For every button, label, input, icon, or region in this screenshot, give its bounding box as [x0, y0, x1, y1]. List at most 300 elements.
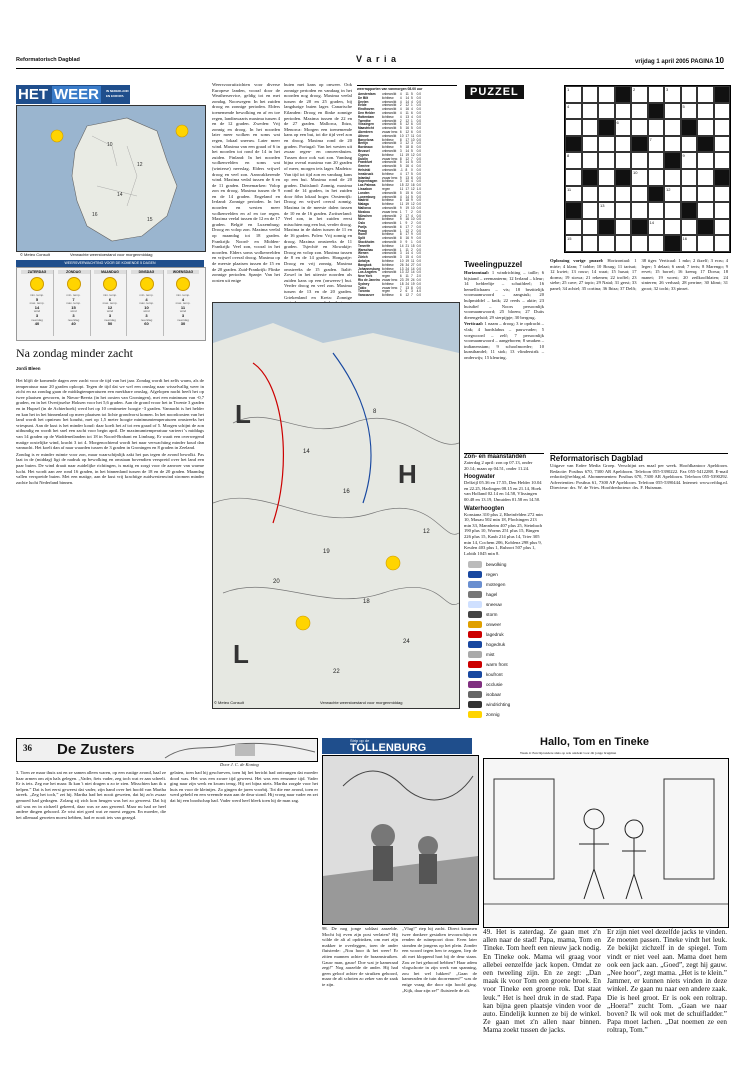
forecast-day-name: ZATERDAG: [21, 270, 53, 274]
weather-value: 0.0: [416, 171, 421, 176]
puzzle-cell[interactable]: [598, 103, 615, 120]
weather-value: onbewolkt: [381, 236, 397, 241]
weather-value: 9: [405, 221, 408, 226]
weather-city: Brussel: [358, 148, 370, 153]
puzzle-cell[interactable]: [582, 136, 599, 153]
puzzle-cell[interactable]: [598, 136, 615, 153]
puzzle-cell[interactable]: [681, 219, 698, 236]
strip-text-1: 98. De nog jonge soldaat aarzelde. Mocht hij even zijn post verlaten? Hij wilde de alt al opdrinken, om met zijn makker te overleggen, toen de ander fluisterde: „Nou hoor ik het weer! Er zitten mannen achter de braamstruiken. Gauw man, gauw! Doe wat je kameraad zegt!” Nog aarzelde de ander. Hij had geen geloof achter de struiken gehoord, maar de alt schoten zo zeker van de zaak te zijn.: [322, 926, 398, 987]
weather-table-title: weerrapporten van vanmorgen 08.00 uur: [357, 87, 423, 91]
weather-value: 0.0: [416, 126, 421, 131]
puzzle-cell[interactable]: [615, 186, 632, 203]
svg-text:22: 22: [333, 669, 340, 675]
legend-item: [464, 639, 544, 649]
weather-value: 6: [399, 129, 402, 134]
puzzle-cell[interactable]: [648, 235, 665, 252]
puzzle-cell[interactable]: 7: [648, 136, 665, 153]
weather-value: 0.0: [416, 209, 421, 214]
weather-value: 4: [411, 179, 413, 184]
weather-city: Vlissingen: [358, 122, 374, 127]
weather-city: Moskou: [358, 209, 371, 214]
puzzle-cell[interactable]: [681, 136, 698, 153]
puzzle-cell[interactable]: [615, 152, 632, 169]
weather-value: 7: [411, 274, 413, 279]
weather-city: Vancouver: [358, 293, 375, 298]
weather-value: 17: [405, 213, 410, 218]
puzzle-cell[interactable]: [697, 186, 714, 203]
weather-city: Warschau: [358, 247, 374, 252]
weather-value: 12: [405, 156, 410, 161]
weather-value: 9: [405, 240, 408, 245]
colofon-title: Reformatorisch Dagblad: [550, 454, 643, 463]
svg-text:15: 15: [147, 217, 153, 223]
forecast-value: 40: [71, 321, 76, 327]
puzzle-cell[interactable]: [631, 235, 648, 252]
puzzle-cell[interactable]: 13: [598, 202, 615, 219]
forecast-value: 3: [35, 312, 39, 318]
drizzle-icon: [468, 581, 482, 588]
weather-value: 0.0: [416, 152, 421, 157]
puzzle-cell[interactable]: [565, 219, 582, 236]
weather-value: 6: [399, 224, 402, 229]
puzzle-cell[interactable]: [648, 86, 665, 103]
svg-text:L: L: [233, 639, 249, 669]
puzzle-cell[interactable]: [714, 186, 731, 203]
weather-value: onbewolkt: [381, 126, 397, 131]
legend-label: hogedruk: [486, 641, 506, 647]
strip-title: TOLLENBURG: [350, 742, 427, 754]
weather-value: 11: [405, 247, 409, 252]
legend-item: [464, 709, 544, 719]
forecast-label: max. temp.: [66, 301, 81, 306]
weather-value: 12: [405, 129, 410, 134]
forecast-label: min. temp.: [102, 293, 117, 297]
weather-value: 6: [399, 293, 402, 298]
weather-value: 11: [405, 92, 409, 96]
zon-maan-title: Zon- en maanstanden: [464, 454, 527, 460]
forecast-value: 10: [144, 304, 149, 310]
weather-value: 5: [399, 160, 402, 165]
puzzle-cell[interactable]: [697, 202, 714, 219]
puzzle-grid[interactable]: [564, 85, 731, 253]
zusters-column-2: gelaten, toen had hij geschreven, toen hij het bericht had ontvangen dat moeder dood was. Het was een zware tijd geweest. Het was een eenzame tijd. Vader ging naar zijn werk en kwam terug. Hij zei bijna niets. Martha zorgde voor het huis en voor de kleintjes. Zo gingen de jaren voorbij. Tot die ene avond, toen er werd gebeld en een vreemde man aan de deur stond. Hij vroeg naar vader en zei dat hij een boodschap had. Vader werd heel bleek toen hij de man zag.: [170, 770, 318, 803]
puzzle-cell[interactable]: [664, 136, 681, 153]
puzzle-cell: [565, 136, 582, 153]
snow-icon: [468, 601, 482, 608]
forecast-value: 60: [144, 321, 149, 327]
forecast-value: 4: [181, 296, 185, 302]
svg-text:19: 19: [323, 549, 330, 555]
weather-value: onbewolkt: [381, 133, 397, 138]
storm-icon: [468, 611, 482, 618]
forecast-value: 12: [107, 304, 113, 310]
weather-value: 4: [411, 255, 413, 260]
puzzle-cell[interactable]: [714, 103, 731, 120]
puzzle-cell[interactable]: 2: [631, 86, 648, 103]
weather-city: Den Helder: [358, 110, 375, 115]
weather-city: Barcelona: [358, 137, 374, 142]
puzzle-cell[interactable]: [697, 119, 714, 136]
puzzle-cell[interactable]: [648, 119, 665, 136]
puzzle-cell[interactable]: 10: [631, 169, 648, 186]
puzzle-cell[interactable]: [697, 235, 714, 252]
puzzle-cell[interactable]: [664, 202, 681, 219]
weather-value: 2: [399, 213, 402, 218]
weather-value: onbewolkt: [381, 247, 397, 252]
puzzle-cell[interactable]: [697, 152, 714, 169]
puzzle-cell[interactable]: [565, 119, 582, 136]
svg-text:8: 8: [373, 409, 377, 415]
weather-city: Tokio: [358, 285, 367, 290]
weather-value: 1: [399, 228, 402, 233]
weather-value: onbewolkt: [381, 92, 397, 96]
weather-value: 11: [405, 274, 409, 279]
puzzle-cell[interactable]: [714, 235, 731, 252]
puzzle-cell[interactable]: [582, 186, 599, 203]
puzzle-cell[interactable]: [631, 119, 648, 136]
forecast-label: min. temp.: [66, 293, 81, 297]
puzzle-cell[interactable]: 11: [565, 186, 582, 203]
weather-value: 26: [399, 262, 404, 267]
puzzle-cell[interactable]: 3: [664, 86, 681, 103]
legend-item: [464, 679, 544, 689]
weather-value: 0.0: [416, 194, 421, 199]
puzzle-cell[interactable]: [664, 119, 681, 136]
legend-label: windrichting: [486, 701, 511, 707]
weather-legend: [464, 559, 544, 719]
weather-value: 5: [411, 194, 413, 199]
puzzle-cell[interactable]: [615, 136, 632, 153]
puzzle-cell[interactable]: [598, 86, 615, 103]
weather-city: Cyprus: [358, 152, 369, 157]
weather-city: Innsbruck: [358, 171, 374, 176]
weather-value: 1: [411, 103, 413, 108]
weather-value: 10: [411, 205, 415, 210]
weather-city: Zürich: [358, 255, 368, 260]
forecast-label: neerslag: [140, 317, 153, 322]
svg-text:L: L: [235, 399, 251, 429]
puzzle-cell[interactable]: 12: [664, 186, 681, 203]
forecast-value: 50: [107, 321, 113, 327]
zon-maan-text: Zaterdag 2 april: zon op 07.13, onder 20.14; maan op 04.51, onder 11.24.: [464, 460, 533, 471]
puzzle-cell[interactable]: 9: [681, 152, 698, 169]
weather-value: lichtbew.: [381, 179, 395, 184]
weather-value: 3: [399, 141, 402, 146]
puzzle-cell: [681, 202, 698, 219]
section-title: V a r i a: [356, 54, 398, 64]
weather-value: 5: [411, 160, 413, 165]
puzzle-cell[interactable]: 16: [681, 235, 698, 252]
forecast-value: 15: [71, 304, 76, 310]
weather-value: 7: [399, 285, 402, 290]
weather-value: 0.0: [416, 145, 421, 150]
weather-city: Rotterdam: [358, 114, 374, 119]
puzzle-cell[interactable]: [664, 219, 681, 236]
puzzle-cell[interactable]: [714, 202, 731, 219]
puzzle-cell[interactable]: 5: [681, 103, 698, 120]
weather-value: 14: [411, 270, 415, 275]
weather-value: 10: [411, 217, 415, 222]
weather-value: 0.0: [416, 293, 421, 298]
forecast-value: 3: [181, 312, 185, 318]
weather-city: Athene: [358, 133, 369, 138]
weather-city: Frankfurt: [358, 160, 372, 165]
puzzle-cell[interactable]: [681, 86, 698, 103]
puzzle-cell[interactable]: 8: [565, 152, 582, 169]
weather-value: 10: [399, 259, 404, 264]
forecast-label: min. temp.: [175, 293, 190, 297]
puzzle-cell[interactable]: [582, 119, 599, 136]
puzzle-cell[interactable]: [582, 235, 599, 252]
legend-item: [464, 619, 544, 629]
puzzle-cell: [615, 169, 632, 186]
puzzle-cell[interactable]: [615, 235, 632, 252]
weather-value: onbewolkt: [381, 221, 397, 226]
puzzle-cell: [697, 219, 714, 236]
weather-value: 8: [399, 156, 402, 161]
weather-value: onbewolkt: [381, 224, 397, 229]
legend-item: [464, 589, 544, 599]
weather-value: 6: [405, 289, 408, 294]
weather-value: 15: [411, 243, 415, 248]
sun-icon: [30, 277, 44, 291]
weather-value: 8: [399, 198, 402, 203]
weather-city: De Bilt: [358, 95, 369, 100]
weather-value: 15: [405, 190, 410, 195]
forecast-label: min. temp.: [29, 293, 44, 297]
weer-author: Jordi Bleen: [16, 366, 41, 371]
weather-value: 11: [411, 133, 415, 138]
puzzle-cell[interactable]: [565, 169, 582, 186]
weather-value: 2: [399, 118, 402, 123]
legend-label: zonnig: [486, 711, 500, 717]
weather-value: 0.0: [416, 255, 421, 260]
weather-value: 12: [405, 141, 410, 146]
weather-value: 9: [411, 198, 413, 203]
puzzle-cell: [681, 119, 698, 136]
weather-value: 14: [405, 148, 410, 153]
forecast-value: 14: [34, 304, 40, 310]
weather-city: Madrid: [358, 198, 369, 203]
weather-value: 8: [399, 232, 402, 237]
puzzle-cell[interactable]: 6: [615, 119, 632, 136]
netherlands-map: [16, 105, 206, 252]
puzzle-cell[interactable]: 4: [565, 103, 582, 120]
weather-value: 12: [411, 152, 415, 157]
paper-name: Reformatorisch Dagblad: [16, 57, 80, 63]
weather-value: 17: [405, 186, 410, 191]
forecast-day: [94, 270, 127, 336]
weather-value: 6: [399, 274, 402, 279]
weather-value: 0.0: [416, 110, 421, 115]
forecast-value: 11: [180, 304, 186, 310]
occlusion-icon: [468, 681, 482, 688]
puzzle-cell[interactable]: [648, 169, 665, 186]
forecast-value: 3: [72, 312, 75, 318]
puzzle-cell[interactable]: [615, 103, 632, 120]
weather-value: 0.0: [416, 259, 421, 264]
weather-value: onbewolkt: [381, 255, 397, 260]
sun-icon: [140, 277, 154, 291]
weather-value: 4: [411, 164, 413, 169]
puzzle-cell[interactable]: [631, 202, 648, 219]
weather-value: lichtbew.: [381, 137, 395, 142]
forecast-label: wind: [143, 309, 150, 314]
puzzel-clues: Horizontaal: 1 windrichting – taille; 6 bijstand – zeemanterm; 12 Ierland – kleur; 14 hefdeeltje – schuifdeel; 16 hemellichaam – vis; 18 bezittelijk voornaamwoord – zangstuk; 20 hulpmiddel – knik; 22 reeds – aktie; 23 huisdief – Noors persoonlijk voornaamwoord; 25 bloem; 27 Duits dierengeluid; 29 sierpijpje; 30 bergrug. Verticaal: 1 naam – droog; 3 te opdracht – vlak; 4 hardslabus – pauwvader; 5 voegwoord – zelf; 7 persoonlijk voornaamwoord – aangeboren; 8 smaken – indianenstam; 9 schoolmoeder; 10 kunsthandel; 11 stok; 13 vlinderstrik – onderwijs; 15 kleuring.: [464, 270, 545, 360]
weather-value: 7: [411, 293, 413, 298]
puzzle-cell[interactable]: [697, 169, 714, 186]
weather-value: onbewolkt: [381, 251, 397, 256]
puzzle-cell[interactable]: 1: [565, 86, 582, 103]
puzzle-cell[interactable]: [598, 169, 615, 186]
legend-label: hagel: [486, 591, 498, 597]
forecast-label: min. temp.: [139, 293, 154, 297]
puzzle-cell[interactable]: [714, 136, 731, 153]
weather-value: 0.0: [416, 278, 421, 283]
weather-value: 11: [405, 110, 409, 115]
weather-value: 3: [399, 255, 402, 260]
weather-value: 0.0: [416, 148, 421, 153]
puzzle-cell[interactable]: [631, 152, 648, 169]
puzzle-cell: [648, 186, 665, 203]
weather-value: 11: [399, 202, 404, 207]
weather-city: Nice: [358, 217, 365, 222]
weather-city: Johannesburg: [358, 266, 380, 271]
weather-value: regen: [381, 274, 391, 279]
weather-value: 4: [411, 251, 413, 256]
weather-value: 14: [405, 251, 410, 256]
puzzle-cell[interactable]: [598, 186, 615, 203]
weather-value: 5: [399, 190, 402, 195]
puzzle-cell[interactable]: [615, 202, 632, 219]
puzzle-cell[interactable]: [582, 103, 599, 120]
weather-value: 23: [399, 278, 404, 283]
weather-value: 0.0: [416, 224, 421, 229]
weather-value: 0.0: [416, 141, 421, 146]
puzzle-cell[interactable]: [681, 186, 698, 203]
puzzle-cell[interactable]: [631, 103, 648, 120]
weather-city: Malaga: [358, 202, 369, 207]
weather-value: 6: [411, 190, 413, 195]
svg-text:18: 18: [363, 599, 370, 605]
weather-value: lichtbew.: [381, 232, 395, 237]
weather-city: Split: [358, 236, 365, 241]
wind-icon: [468, 701, 482, 708]
forecast-day: [21, 270, 54, 336]
weather-value: 14: [405, 99, 410, 104]
forecast-title: WEERSVERWACHTING VOOR DE KOMENDE 5 DAGEN: [16, 260, 204, 267]
puzzle-cell[interactable]: 15: [565, 235, 582, 252]
puzzle-cell[interactable]: [582, 152, 599, 169]
weather-city: Rio de Janeiro: [358, 278, 380, 283]
weather-value: onbewolkt: [381, 240, 397, 245]
weather-value: onbewolkt: [381, 99, 397, 104]
puzzle-cell: [565, 202, 582, 219]
weather-value: 16: [405, 236, 410, 241]
weather-value: lichtbew.: [381, 114, 395, 119]
puzzle-cell: [664, 235, 681, 252]
weather-city: Berlijn: [358, 141, 368, 146]
puzzle-cell[interactable]: [582, 219, 599, 236]
svg-text:16: 16: [343, 489, 350, 495]
weather-value: 0.0: [416, 270, 421, 275]
legend-item: [464, 629, 544, 639]
strip-panel: [322, 755, 479, 925]
weather-value: 8: [411, 145, 413, 150]
puzzle-cell[interactable]: [714, 219, 731, 236]
puzzle-cell[interactable]: [615, 219, 632, 236]
puzzle-cell[interactable]: [697, 86, 714, 103]
weather-value: 0.0: [416, 175, 421, 180]
hail-icon: [468, 591, 482, 598]
weather-value: 11: [411, 259, 415, 264]
puzzle-cell[interactable]: [664, 169, 681, 186]
weather-value: 1.0: [416, 186, 421, 191]
weather-value: 12: [405, 118, 410, 123]
weather-value: 12: [405, 228, 410, 233]
svg-text:12: 12: [137, 162, 143, 168]
weather-value: 19: [405, 259, 410, 264]
puzzle-cell[interactable]: [714, 119, 731, 136]
weather-value: 4: [399, 99, 402, 104]
weather-value: onbewolkt: [381, 141, 397, 146]
map-credit: © Meteo Consult: [20, 252, 50, 257]
hallo-column-1: 49. Het is zaterdag. Ze gaan met z'n allen naar de stad! Papa, mama, Tom en Tineke. Tom heeft een nieuw jack nodig. En Tineke ook. Mama wil graag voor allebei eenzelfde jack kopen. Omdat ze een tweeling zijn. En ze zegt: „Dan maak ik voor Tom een groene broek. En voor Tineke een groene rok. Dat staat leuk.” Het is heel druk in de stad. Papa kan bijna geen plaatsje vinden voor de auto. Eindelijk kunnen ze bij de winkel. Ze gaan met z'n allen naar binnen. Mama zoekt tussen de jacks.: [483, 928, 601, 1035]
puzzle-cell[interactable]: [648, 202, 665, 219]
weather-value: lichtbew.: [381, 171, 395, 176]
weather-value: 12: [405, 293, 410, 298]
puzzle-cell[interactable]: [648, 152, 665, 169]
hallo-column-2: Er zijn niet veel dezelfde jacks te vinden. Ze moeten passen. Tineke vindt het leuk. Ze bekijkt zichzelf in de spiegel. Tom vindt er niet veel aan. Mama doet hem ook een jack aan. „Goed”, zegt hij gauw. „Nee hoor”, zegt mama. „Het is te klein.” Jammer, er kunnen niets vinden in deze winkel. Ze gaan nu naar een andere zaak. Die is heel groot. Er is ook een roltrap. „Hoera!” zucht Tom. „Gaan we naar boven? Ik wil ook met de schuifladder.” Papa moet lachen. „Dat noemen ze een roltrap, Tom.”: [607, 928, 727, 1035]
puzzle-cell[interactable]: [582, 202, 599, 219]
weather-value: 8: [399, 236, 402, 241]
zusters-byline: Door J. C. de Koning: [220, 762, 259, 767]
weather-value: 7: [405, 209, 408, 214]
puzzle-cell[interactable]: [664, 103, 681, 120]
cold-front-icon: [468, 671, 482, 678]
weather-value: 12: [411, 202, 415, 207]
weather-value: zwaar bew.: [381, 156, 398, 161]
weather-value: 0.0: [416, 99, 421, 104]
weather-city: Twenthe: [358, 118, 371, 123]
waterhoogten-text: Konstanz 310 plus 2, Rheinfelden 272 min 10, Maxau 502 min 18, Plochingen 213 min 33, Mannheim 407 plus 25, Steinbach 190 plus 10, Worms 251 plus 15, Bingen 226 plus 15, Kaub 214 plus 14, Trier 305 min 14, Cochem 206, Koblenz 298 plus 9, Keulen 403 plus 1, Ruhrort 507 plus 1, Lobith 1045 min 8.: [464, 511, 543, 556]
puzzle-cell[interactable]: [582, 86, 599, 103]
weather-value: 0.0: [416, 243, 421, 248]
weather-value: 8: [405, 167, 408, 172]
weather-value: 12: [411, 186, 415, 191]
weather-city: Toronto: [358, 289, 370, 294]
puzzle-cell[interactable]: [598, 152, 615, 169]
weather-value: 14: [405, 95, 410, 100]
puzzle-cell[interactable]: [697, 103, 714, 120]
weather-city: Londen: [358, 190, 370, 195]
weather-city: Tenerife: [358, 243, 371, 248]
puzzle-cell: [697, 136, 714, 153]
puzzle-cell[interactable]: [681, 169, 698, 186]
weather-value: 3: [411, 141, 413, 146]
weer-headline: Na zondag minder zacht: [16, 346, 133, 360]
puzzle-cell[interactable]: 14: [648, 219, 665, 236]
weather-value: 7: [411, 224, 413, 229]
weather-value: lichtbew.: [381, 243, 395, 248]
legend-label: occlusie: [486, 681, 503, 687]
forecast-label: neerslag: [104, 317, 116, 322]
puzzle-cell[interactable]: [598, 235, 615, 252]
europe-map-caption: Verwachte weerstoestand voor morgenmiddag: [320, 700, 403, 705]
puzzle-cell[interactable]: [714, 152, 731, 169]
hallo-illustration: [483, 758, 729, 928]
puzzle-cell[interactable]: [631, 186, 648, 203]
